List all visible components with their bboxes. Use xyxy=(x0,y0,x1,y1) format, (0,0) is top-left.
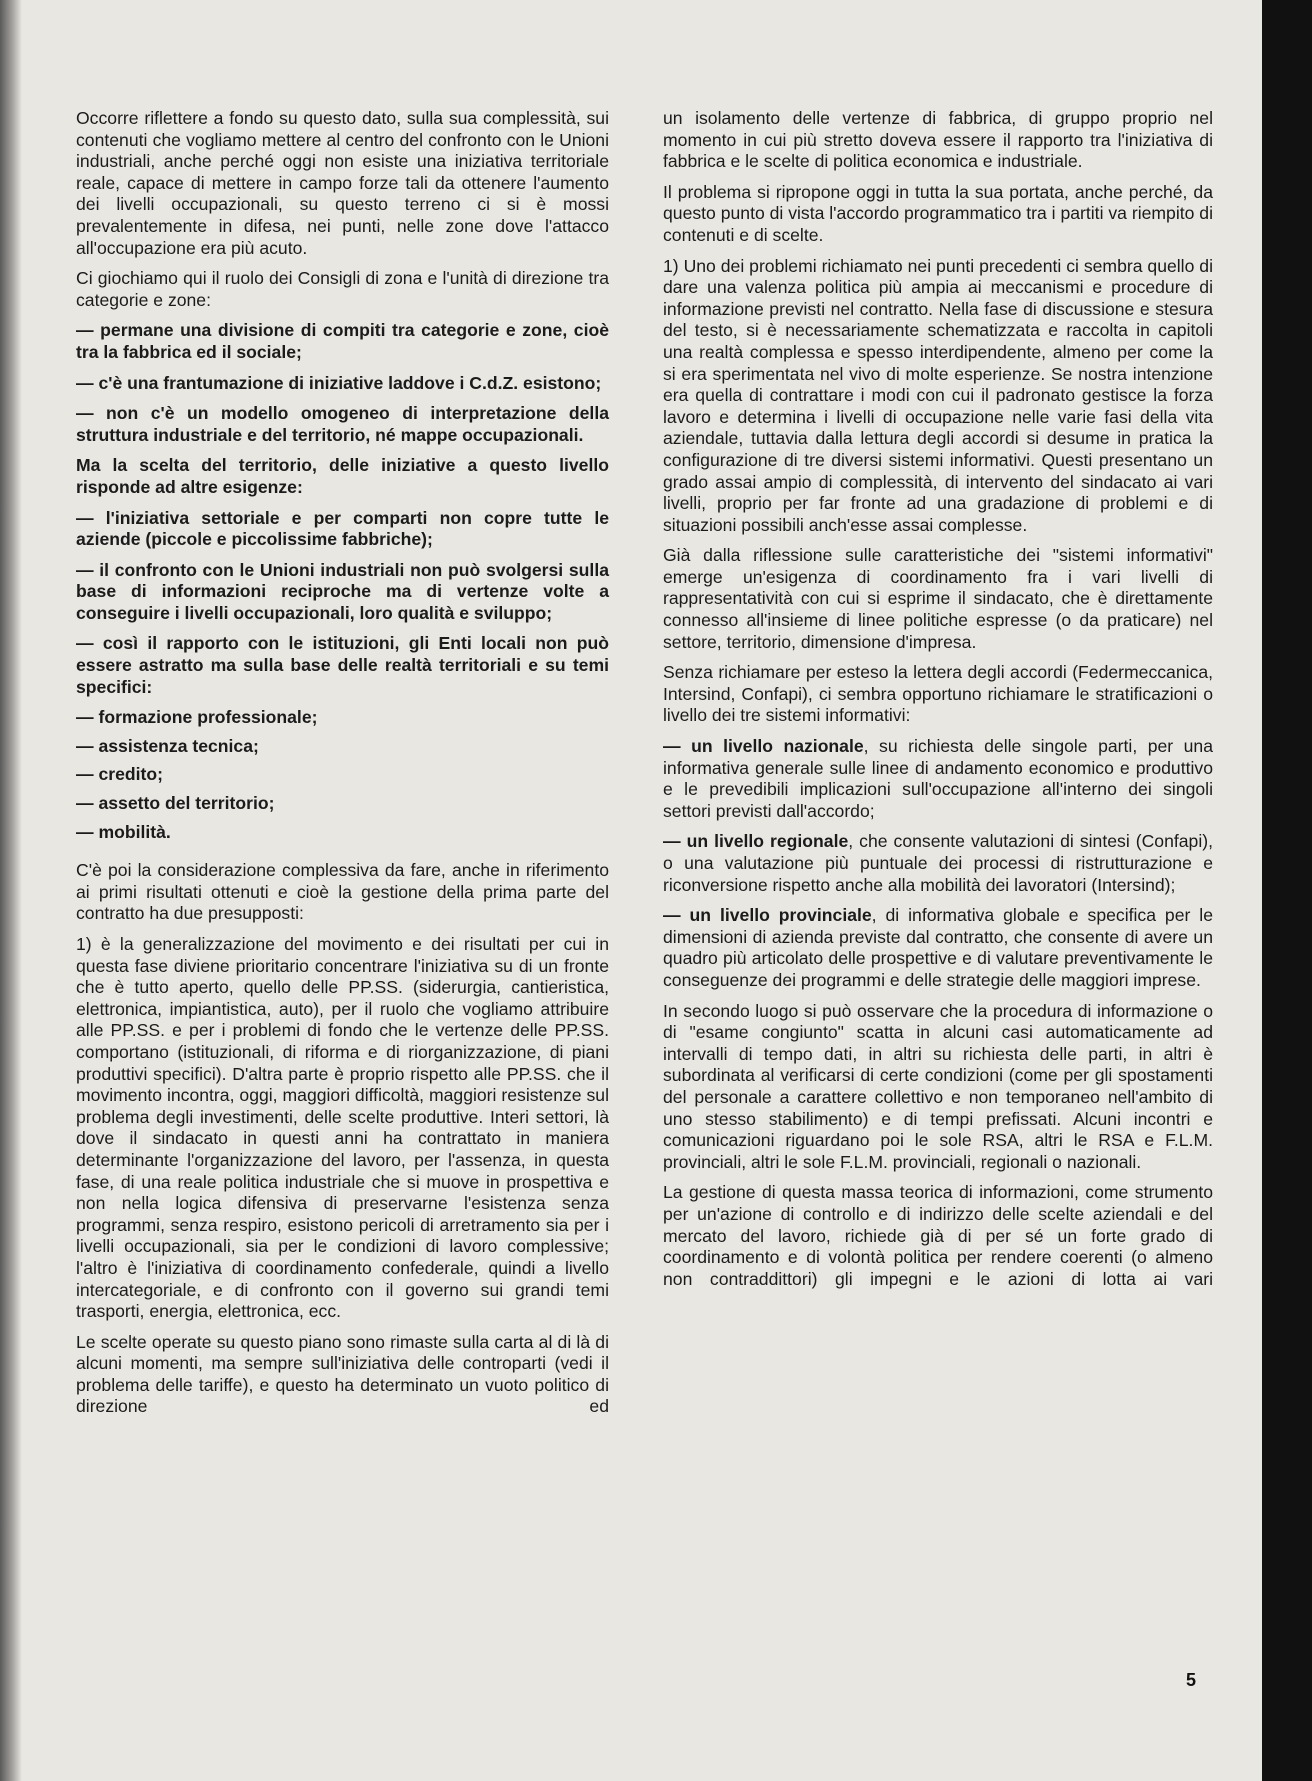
level-text: , che consente valutazioni di sintesi (Confapi), o una valutazione più puntuale dei processi di ristrutturazione e riconversione rispetto anche alla mobilità dei lavoratori (Intersind); xyxy=(663,831,1213,895)
level-label: — un livello provinciale xyxy=(663,905,872,926)
paragraph: 1) Uno dei problemi richiamato nei punti precedenti ci sembra quello di dare una valenza politica più ampia ai meccanismi e procedure di informazione previsti nel contratto. Nella fase di discussione e stesura del testo, si è necessariamente schematizzata e raccolta in capitoli una realtà complessa e spesso interdipendente, almeno per come la si era sperimentata nel vivo di molte esperienze. Se nostra intenzione era quella di contrattare i modi con cui il padronato gestisce la forza lavoro e determina i livelli di occupazione nelle varie fasi della vita aziendale, tuttavia dalla lettura degli accordi si desume in pratica la configurazione di tre diversi sistemi informativi. Questi presentano un grado assai ampio di complessità, di intervento del sindacato ai vari livelli, proprio per far fronte ad una gradazione di problemi e di situazioni possibili anch'esse assai complesse. xyxy=(663,255,1213,535)
paragraph: Le scelte operate su questo piano sono rimaste sulla carta al di là di alcuni momenti, ma sempre sull'iniziativa delle controparti (vedi il problema delle tariffe), e questo ha determinato un vuoto politico di direzione ed xyxy=(76,1331,609,1417)
level-label: — un livello regionale xyxy=(663,831,849,852)
list-item: — mobilità. xyxy=(76,821,171,842)
bold-point: — non c'è un modello omogeneo di interpretazione della struttura industriale e del territorio, né mappe occupazionali. xyxy=(76,403,609,445)
scan-edge xyxy=(1262,0,1312,1781)
paragraph: un isolamento delle vertenze di fabbrica, di gruppo proprio nel momento in cui più stretto doveva essere il rapporto tra l'iniziativa di fabbrica e le scelte di politica economica e industriale. xyxy=(663,108,1213,172)
bold-point: Ma la scelta del territorio, delle iniziative a questo livello risponde ad altre esigenze: xyxy=(76,455,609,497)
level-item-provincial xyxy=(663,905,1213,991)
binding-shadow xyxy=(0,0,22,1781)
bold-point: — permane una divisione di compiti tra categorie e zone, cioè tra la fabbrica ed il sociale; xyxy=(76,320,609,362)
paragraph: 1) è la generalizzazione del movimento e dei risultati per cui in questa fase diviene prioritario concentrare l'iniziativa su di un fronte che è tutto aperto, quello delle PP.SS. (siderurgia, cantieristica, elettronica, impiantistica, auto), per il ruolo che vogliamo attribuire alle PP.SS. e per i problemi di fondo che le vertenze delle PP.SS. comportano (istituzionali, di riforma e di riorganizzazione, di piani produttivi specifici). D'altra parte è proprio rispetto alle PP.SS. che il movimento incontra, oggi, maggiori difficoltà, maggiori resistenze sul problema degli investimenti, delle scelte produttive. Interi settori, là dove il sindacato in questi anni ha contrattato in maniera determinante l'organizzazione del lavoro, per l'assenza, in questa fase, di una reale politica industriale che si muove in prospettiva e non nella logica difensiva di preservarne l'esistenza senza programmi, senza respiro, esistono pericoli di arretramento sia per i livelli occupazionali, sia per le condizioni di lavoro complessive; l'altro è l'iniziativa di coordinamento confederale, quindi a livello intercategoriale, e di confronto con il governo sui grandi temi trasporti, energia, elettronica, ecc. xyxy=(76,934,609,1322)
paragraph: Già dalla riflessione sulle caratteristiche dei "sistemi informativi" emerge un'esigenza di coordinamento fra i vari livelli di rappresentatività con cui si esprime il sindacato, che è direttamente connesso all'insieme di linee politiche espresse (o da praticare) nel settore, territorio, dimensione d'impresa. xyxy=(663,545,1213,652)
level-text: , di informativa globale e specifica per le dimensioni di azienda previste dal contratto, che consente di avere un quadro più articolato delle prospettive e di valutare preventivamente le conseguenze dei programmi e delle strategie delle maggiori imprese. xyxy=(663,905,1213,990)
paragraph: In secondo luogo si può osservare che la procedura di informazione o di "esame congiunto" scatta in alcuni casi automaticamente ad intervalli di tempo dati, in altri su richiesta delle parti, in altri è subordinata al verificarsi di certe condizioni (come per gli spostamenti del personale a carattere collettivo e non temporaneo nell'ambito di uno stesso stabilimento) e di tempi prefissati. Alcuni incontri e comunicazioni riguardano poi le sole RSA, altri le RSA e F.L.M. provinciali, altri le sole F.L.M. provinciali, regionali o nazionali. xyxy=(663,1000,1213,1172)
level-item-regional xyxy=(663,831,1213,896)
left-column xyxy=(76,108,609,1427)
paragraph: C'è poi la considerazione complessiva da fare, anche in riferimento ai primi risultati ottenuti e cioè la gestione della prima parte del contratto ha due presupposti: xyxy=(76,860,609,924)
page-number: 5 xyxy=(1186,1670,1197,1690)
paragraph: Il problema si ripropone oggi in tutta la sua portata, anche perché, da questo punto di vista l'accordo programmatico tra i partiti va riempito di contenuti e di scelte. xyxy=(663,181,1213,245)
paragraph: La gestione di questa massa teorica di informazioni, come strumento per un'azione di controllo e di indirizzo delle scelte aziendali e del mercato del lavoro, richiede già di per sé un forte grado di coordinamento e di volontà politica per rendere coerenti (o almeno non contraddittori) gli impegni e le azioni di lotta ai vari xyxy=(663,1182,1213,1289)
bold-point: — c'è una frantumazione di iniziative laddove i C.d.Z. esistono; xyxy=(76,372,602,393)
bold-point: — l'iniziativa settoriale e per comparti non copre tutte le aziende (piccole e piccolissime fabbriche); xyxy=(76,507,609,550)
paragraph: Senza richiamare per esteso la lettera degli accordi (Federmeccanica, Intersind, Confapi), ci sembra opportuno richiamare le stratificazioni o livello dei tre sistemi informativi: xyxy=(663,662,1213,726)
level-item-national xyxy=(663,736,1213,822)
list-item: — credito; xyxy=(76,764,163,785)
bold-point: — così il rapporto con le istituzioni, gli Enti locali non può essere astratto ma sulla base delle realtà territoriali e su temi specifici: xyxy=(76,633,609,697)
paragraph: Ci giochiamo qui il ruolo dei Consigli di zona e l'unità di direzione tra categorie e zone: xyxy=(76,268,609,310)
list-item: — assistenza tecnica; xyxy=(76,735,259,756)
bold-point: — il confronto con le Unioni industriali non può svolgersi sulla base di informazioni reciproche ma di vertenze volte a conseguire i livelli occupazionali, loro qualità e sviluppo; xyxy=(76,559,609,623)
level-label: — un livello nazionale xyxy=(663,736,864,757)
list-item: — assetto del territorio; xyxy=(76,793,275,814)
level-text: , su richiesta delle singole parti, per una informativa generale sulle linee di andamento economico e produttivo e le prevedibili implicazioni sull'occupazione all'interno dei singoli settori previsti dall'accordo; xyxy=(663,736,1213,821)
list-item: — formazione professionale; xyxy=(76,707,318,728)
right-column xyxy=(663,108,1213,1299)
paragraph: Occorre riflettere a fondo su questo dato, sulla sua complessità, sui contenuti che vogliamo mettere al centro del confronto con le Unioni industriali, anche perché oggi non esiste una iniziativa territoriale reale, capace di mettere in campo forze tali da ottenere l'aumento dei livelli occupazionali, su questo terreno ci si è mossi prevalentemente in difesa, nei punti, nelle zone dove l'attacco all'occupazione era più acuto. xyxy=(76,108,609,258)
